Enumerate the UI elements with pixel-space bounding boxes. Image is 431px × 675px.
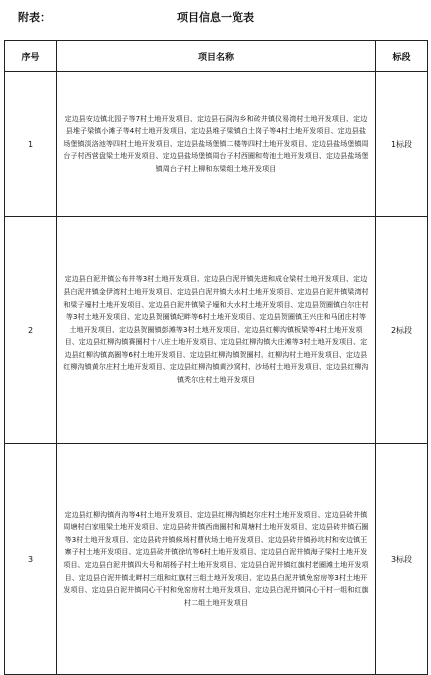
header-project-name: 项目名称 — [57, 41, 376, 72]
table-header-row — [5, 41, 428, 72]
row-serial: 3 — [5, 444, 57, 675]
row-section: 1标段 — [376, 72, 428, 217]
project-info-table — [4, 40, 428, 675]
row-serial: 1 — [5, 72, 57, 217]
row-serial: 2 — [5, 217, 57, 444]
page-header — [0, 0, 431, 32]
row-project-name: 定边县白泥井镇公布井等3村土地开发项目、定边县白泥井镇先进和成仓梁村土地开发项目、定边县白泥井镇金伊湾村土地开发项目、定边县白泥井镇大水村土地开发项目、定边县白泥井镇梁湾村和梁子壕村土地开发项目、定边县白泥井镇梁子壕和大水村土地开发项目、定边县贺圈镇白尔庄村等3村土地开发项目、定边县贺圈镇纪畔等6村土地开发项目、定边县贺圈镇王兴庄和马团庄村等土地开发项目、定边县贺圈镇彭滩等3村土地开发项目、定边县红柳沟镇板梁等4村土地开发项目、定边县红柳沟镇赛圈村十八庄土地开发项目、定边县红柳沟镇大庄滩等3村土地开发项目、定边县红柳沟镇高圈等6村土地开发项目、定边县红柳沟镇贺圈村、红柳沟村土地开发项目、定边县红柳沟镇黄尔庄村土地开发项目、定边县红柳沟镇黄沙窝村、沙场村土地开发项目、定边县红柳沟镇秃尔庄村土地开发项目 — [57, 217, 376, 444]
row-section: 2标段 — [376, 217, 428, 444]
header-section: 标段 — [376, 41, 428, 72]
header-serial: 序号 — [5, 41, 57, 72]
table-row — [5, 217, 428, 444]
row-project-name: 定边县安边镇北园子等7村土地开发项目、定边县石洞沟乡和砖井镇仪易湾村土地开发项目、定边县堆子梁镇小滩子等4村土地开发项目、定边县堆子梁镇白土岗子等4村土地开发项目、定边县盐场堡镇淡洛池等四村土地开发项目、定边县盐场堡镇二楼等四村土地开发项目、定边县盐场堡镇周台子村西营盘梁土地开发项目、定边县盐场堡镇周台子村西圈和苟池土地开发项目、定边县盐场堡镇周台子村上柳和东梁组土地开发项目 — [57, 72, 376, 217]
appendix-label: 附表： — [18, 11, 51, 24]
page-title: 项目信息一览表 — [177, 11, 254, 24]
table-row — [5, 72, 428, 217]
row-section: 3标段 — [376, 444, 428, 675]
table-row — [5, 444, 428, 675]
row-project-name: 定边县红柳沟镇肖沟等4村土地开发项目、定边县红柳沟镇赵尔庄村土地开发项目、定边县砖井镇周塘村白家咀梁土地开发项目、定边县砖井镇西南圈村和周塘村土地开发项目、定边县砖井镇石圈等3村土地开发项目、定边县砖井镇候场村曹伙场土地开发项目、定边县砖井镇孙坑村和安边镇王寨子村土地开发项目、定边县砖井镇徐坑等6村土地开发项目、定边县白泥井镇海子梁村土地开发项目、定边县白泥井镇四大号和胡杨子村土地开发项目、定边县白泥井镇红旗村老圈滩土地开发项目、定边县白泥井镇北畔村三组和红旗村三组土地开发项目、定边县白泥井镇免窑房等3村土地开发项目、定边县白泥井镇同心干村和免窑房村土地开发项目、定边县白泥井镇同心干村一组和红旗村二组土地开发项目 — [57, 444, 376, 675]
